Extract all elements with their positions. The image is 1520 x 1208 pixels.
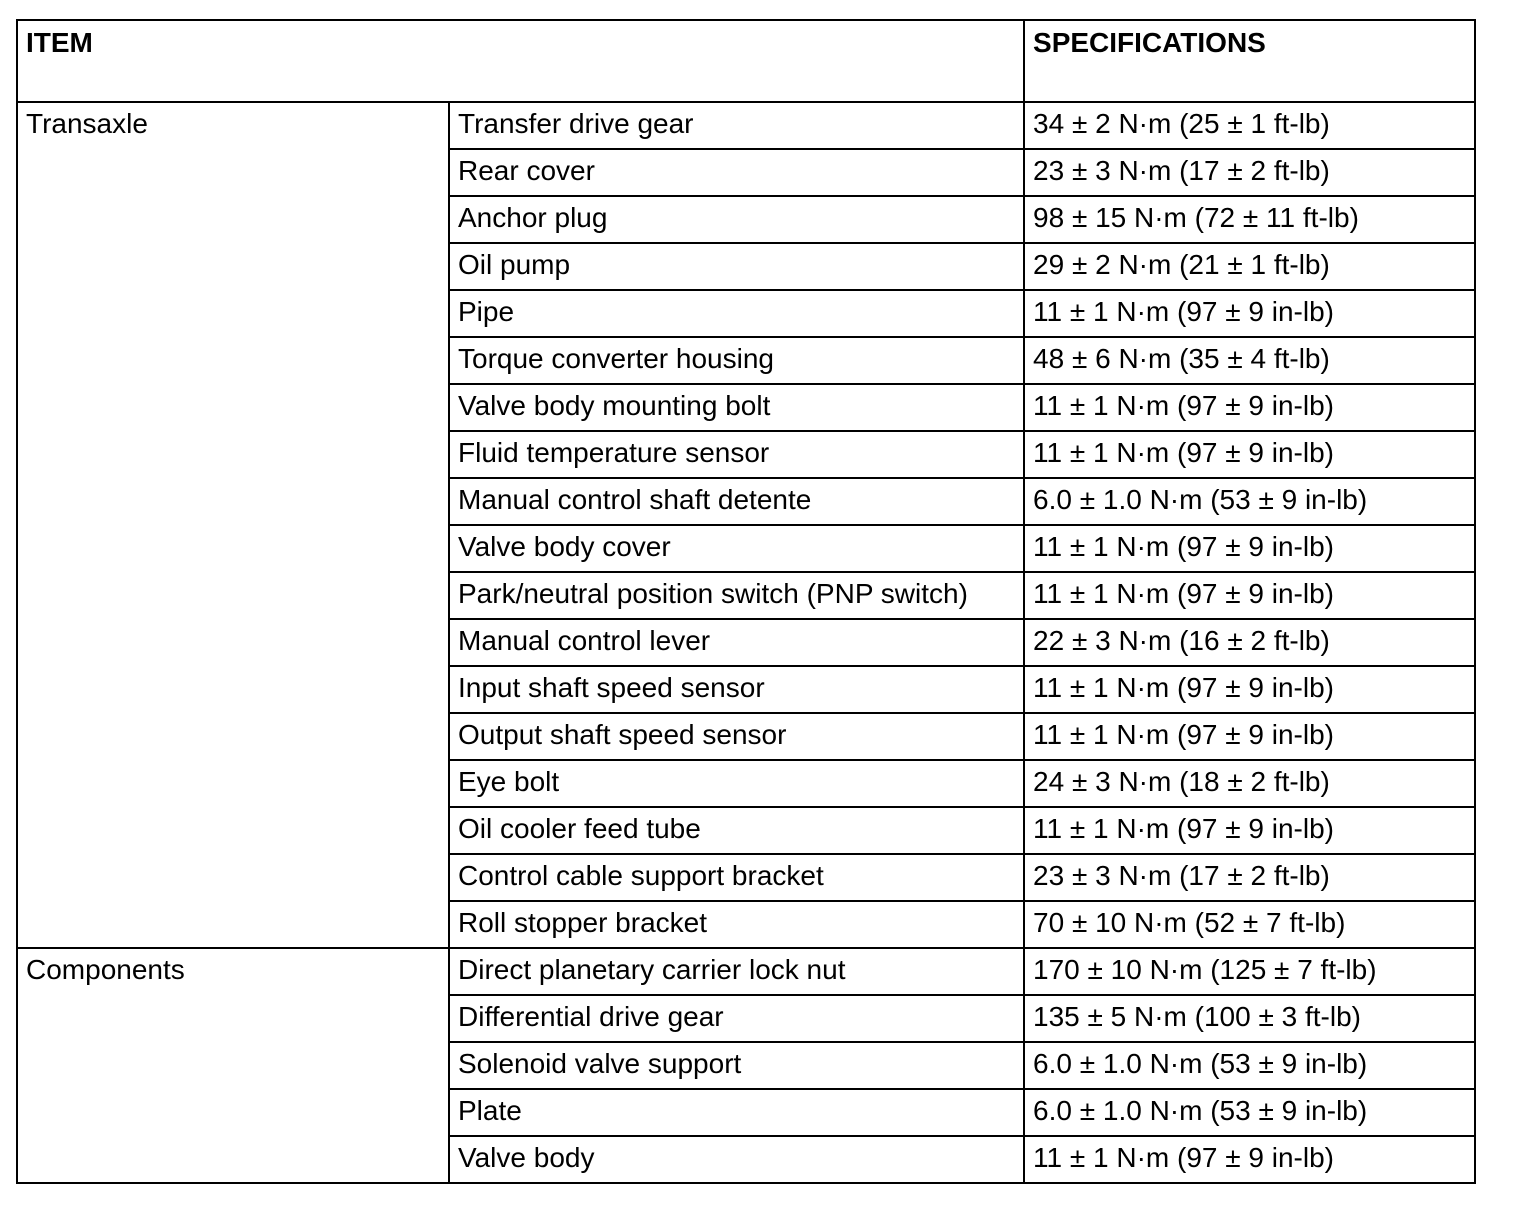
item-name: Rear cover xyxy=(449,149,1024,196)
item-name: Oil pump xyxy=(449,243,1024,290)
item-specification: 48 ± 6 N·m (35 ± 4 ft-lb) xyxy=(1024,337,1475,384)
item-name: Transfer drive gear xyxy=(449,102,1024,149)
item-specification: 29 ± 2 N·m (21 ± 1 ft-lb) xyxy=(1024,243,1475,290)
item-specification: 11 ± 1 N·m (97 ± 9 in-lb) xyxy=(1024,290,1475,337)
item-name: Plate xyxy=(449,1089,1024,1136)
item-specification: 11 ± 1 N·m (97 ± 9 in-lb) xyxy=(1024,431,1475,478)
item-name: Torque converter housing xyxy=(449,337,1024,384)
table-body xyxy=(17,102,1475,1183)
item-name: Differential drive gear xyxy=(449,995,1024,1042)
header-specifications: SPECIFICATIONS xyxy=(1024,20,1475,102)
item-name: Manual control lever xyxy=(449,619,1024,666)
item-specification: 34 ± 2 N·m (25 ± 1 ft-lb) xyxy=(1024,102,1475,149)
item-name: Output shaft speed sensor xyxy=(449,713,1024,760)
group-label: Components xyxy=(17,948,449,1183)
item-specification: 6.0 ± 1.0 N·m (53 ± 9 in-lb) xyxy=(1024,478,1475,525)
item-specification: 11 ± 1 N·m (97 ± 9 in-lb) xyxy=(1024,807,1475,854)
item-specification: 70 ± 10 N·m (52 ± 7 ft-lb) xyxy=(1024,901,1475,948)
group-label: Transaxle xyxy=(17,102,449,948)
item-specification: 23 ± 3 N·m (17 ± 2 ft-lb) xyxy=(1024,149,1475,196)
item-name: Eye bolt xyxy=(449,760,1024,807)
item-specification: 11 ± 1 N·m (97 ± 9 in-lb) xyxy=(1024,572,1475,619)
item-specification: 11 ± 1 N·m (97 ± 9 in-lb) xyxy=(1024,1136,1475,1183)
item-name: Solenoid valve support xyxy=(449,1042,1024,1089)
item-name: Valve body cover xyxy=(449,525,1024,572)
header-item: ITEM xyxy=(17,20,1024,102)
item-name: Oil cooler feed tube xyxy=(449,807,1024,854)
item-name: Valve body mounting bolt xyxy=(449,384,1024,431)
item-specification: 6.0 ± 1.0 N·m (53 ± 9 in-lb) xyxy=(1024,1089,1475,1136)
item-specification: 24 ± 3 N·m (18 ± 2 ft-lb) xyxy=(1024,760,1475,807)
header-row xyxy=(17,20,1475,102)
item-name: Fluid temperature sensor xyxy=(449,431,1024,478)
torque-spec-table xyxy=(16,19,1476,1184)
item-specification: 11 ± 1 N·m (97 ± 9 in-lb) xyxy=(1024,525,1475,572)
item-specification: 170 ± 10 N·m (125 ± 7 ft-lb) xyxy=(1024,948,1475,995)
item-name: Control cable support bracket xyxy=(449,854,1024,901)
item-name: Roll stopper bracket xyxy=(449,901,1024,948)
table-row xyxy=(17,948,1475,995)
item-name: Valve body xyxy=(449,1136,1024,1183)
item-specification: 23 ± 3 N·m (17 ± 2 ft-lb) xyxy=(1024,854,1475,901)
item-specification: 22 ± 3 N·m (16 ± 2 ft-lb) xyxy=(1024,619,1475,666)
table-row xyxy=(17,102,1475,149)
item-name: Manual control shaft detente xyxy=(449,478,1024,525)
item-specification: 11 ± 1 N·m (97 ± 9 in-lb) xyxy=(1024,384,1475,431)
item-name: Anchor plug xyxy=(449,196,1024,243)
item-specification: 11 ± 1 N·m (97 ± 9 in-lb) xyxy=(1024,666,1475,713)
item-specification: 11 ± 1 N·m (97 ± 9 in-lb) xyxy=(1024,713,1475,760)
item-specification: 135 ± 5 N·m (100 ± 3 ft-lb) xyxy=(1024,995,1475,1042)
item-name: Direct planetary carrier lock nut xyxy=(449,948,1024,995)
item-name: Input shaft speed sensor xyxy=(449,666,1024,713)
item-name: Park/neutral position switch (PNP switch) xyxy=(449,572,1024,619)
item-name: Pipe xyxy=(449,290,1024,337)
item-specification: 98 ± 15 N·m (72 ± 11 ft-lb) xyxy=(1024,196,1475,243)
item-specification: 6.0 ± 1.0 N·m (53 ± 9 in-lb) xyxy=(1024,1042,1475,1089)
